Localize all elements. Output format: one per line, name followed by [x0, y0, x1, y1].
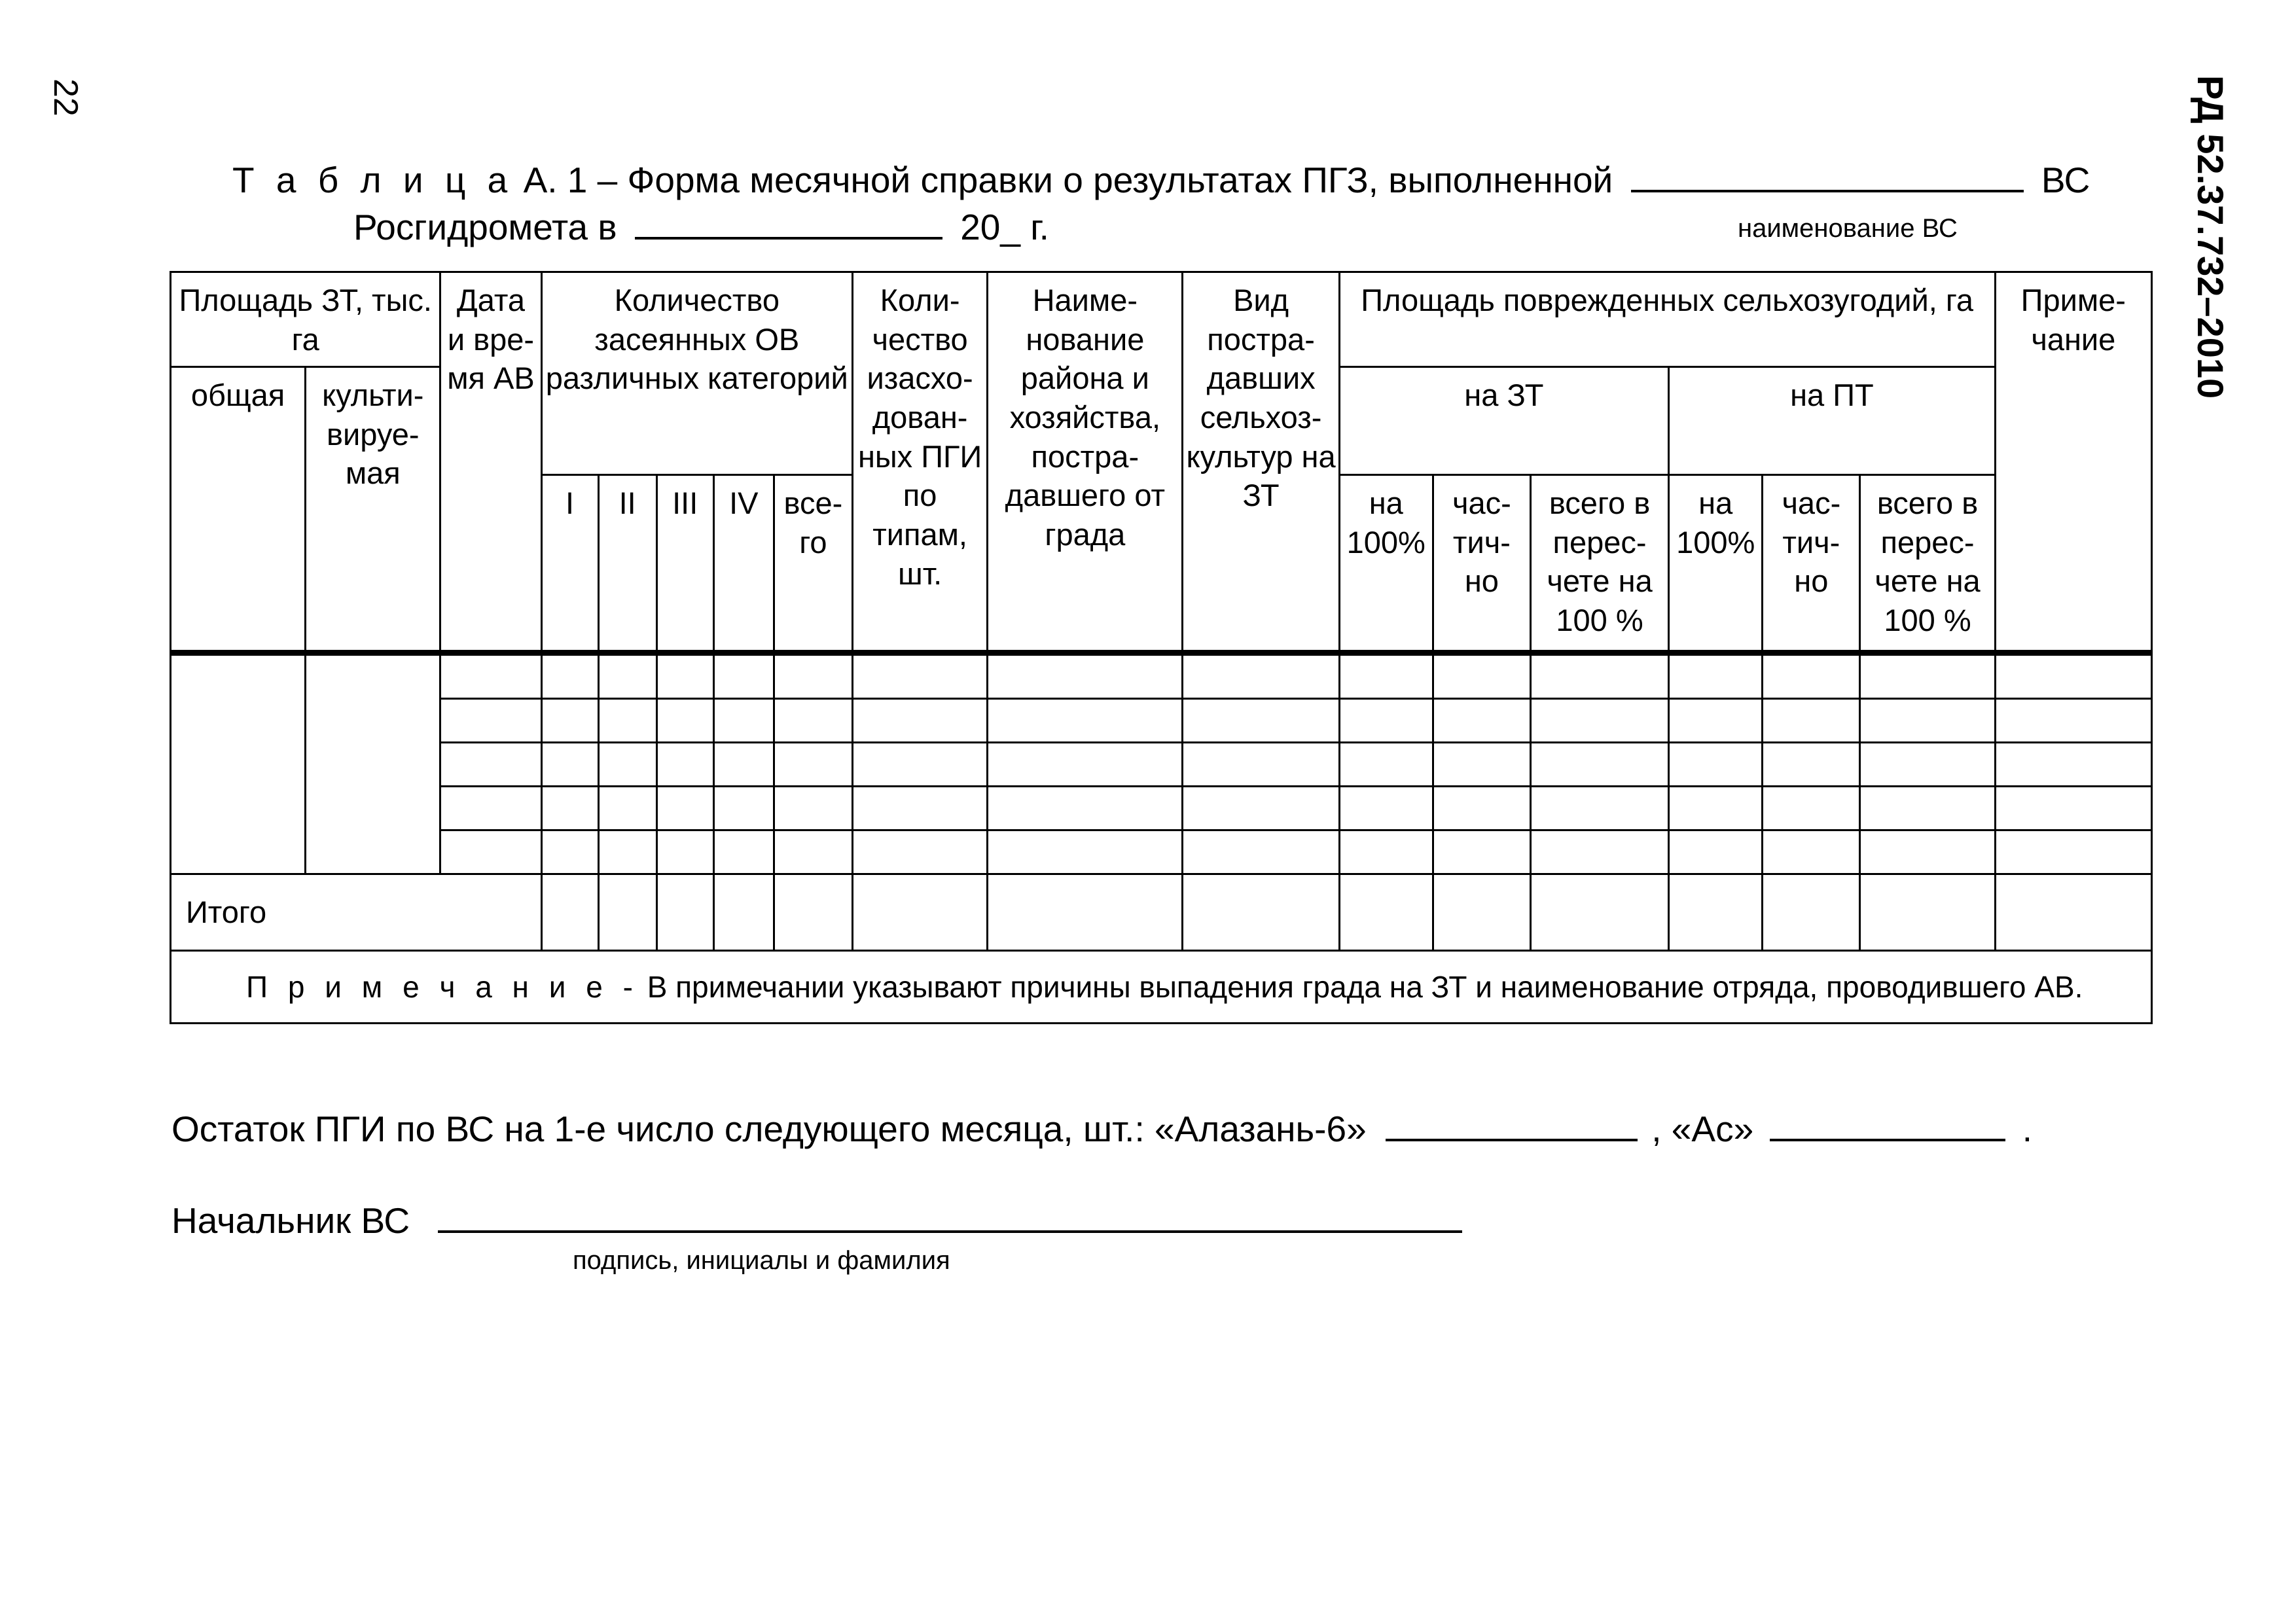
signature-caption: подпись, инициалы и фамилия [573, 1246, 950, 1275]
table-row [171, 743, 2152, 787]
chief-label: Начальник ВС [171, 1200, 410, 1241]
cell-area-total [171, 653, 306, 874]
table-title-line2-start: Росгидромета в [353, 207, 617, 247]
table-title [232, 157, 2090, 201]
table-row [171, 830, 2152, 874]
header-district: Наиме-нование района и хозяйства, постра-давшего от града [988, 272, 1183, 653]
header-zt-partial: час-тич-но [1433, 475, 1530, 653]
table-row [171, 653, 2152, 699]
table-note-text: В примечании указывают причины выпадения града на ЗТ и наименование отряда, проводившего АВ. [647, 969, 2083, 1004]
alazan-blank [1386, 1106, 1638, 1141]
document-code: РД 52.37.732–2010 [2190, 75, 2231, 399]
header-sown-count: Количество засеянных ОВ различных категорий [541, 272, 852, 475]
table-row [171, 787, 2152, 830]
header-cat-2: II [598, 475, 656, 653]
table-title-line2 [353, 204, 1049, 248]
header-crop: Вид постра-давших сельхоз-культур на ЗТ [1183, 272, 1339, 653]
header-damaged-area: Площадь поврежденных сельхозугодий, га [1339, 272, 1995, 367]
header-zt-total100: всего в перес-чете на 100 % [1530, 475, 1668, 653]
chief-line [171, 1198, 1462, 1241]
report-form-table [170, 271, 2153, 1024]
service-name-caption: наименование ВС [1738, 214, 1958, 243]
service-name-blank [1631, 157, 2024, 192]
remainder-period: . [2022, 1109, 2033, 1149]
header-area-cultivated: культи-вируе-мая [306, 367, 440, 653]
header-pt-total100: всего в перес-чете на 100 % [1860, 475, 1995, 653]
remainder-comma: , [1651, 1109, 1662, 1149]
header-cat-3: III [656, 475, 713, 653]
table-note-label: П р и м е ч а н и е - [246, 969, 639, 1004]
pgi-remainder-text: Остаток ПГИ по ВС на 1-е число следующего месяца, шт.: «Алазань-6» [171, 1109, 1367, 1149]
total-row [171, 874, 2152, 951]
cell-area-cultivated [306, 653, 440, 874]
as-blank [1770, 1106, 2005, 1141]
table-note-row [171, 951, 2152, 1024]
page-number: 22 [46, 79, 84, 116]
table-note [171, 951, 2152, 1024]
table-title-year: 20_ г. [960, 207, 1049, 247]
header-pt-full: на 100% [1669, 475, 1763, 653]
header-datetime: Дата и вре-мя АВ [440, 272, 541, 653]
header-note: Приме-чание [1995, 272, 2151, 653]
header-pgi-count: Коли-чество изасхо-дован-ных ПГИ по типам, шт. [853, 272, 988, 653]
header-on-pt: на ПТ [1669, 367, 1996, 475]
as-label: «Ас» [1671, 1109, 1754, 1149]
signature-blank [438, 1198, 1462, 1233]
table-title-end: ВС [2041, 160, 2090, 200]
table-title-prefix: Т а б л и ц а [232, 160, 514, 200]
header-cat-total: все-го [774, 475, 852, 653]
header-area: Площадь ЗТ, тыс. га [171, 272, 440, 367]
header-pt-partial: час-тич-но [1763, 475, 1860, 653]
pgi-remainder-line [171, 1106, 2032, 1150]
header-cat-4: IV [713, 475, 774, 653]
table-title-text: А. 1 – Форма месячной справки о результатах ПГЗ, выполненной [523, 160, 1613, 200]
header-on-zt: на ЗТ [1339, 367, 1668, 475]
month-blank [635, 204, 942, 240]
total-label: Итого [171, 874, 542, 951]
table-row [171, 699, 2152, 743]
header-cat-1: I [541, 475, 598, 653]
header-zt-full: на 100% [1339, 475, 1433, 653]
header-area-total: общая [171, 367, 306, 653]
